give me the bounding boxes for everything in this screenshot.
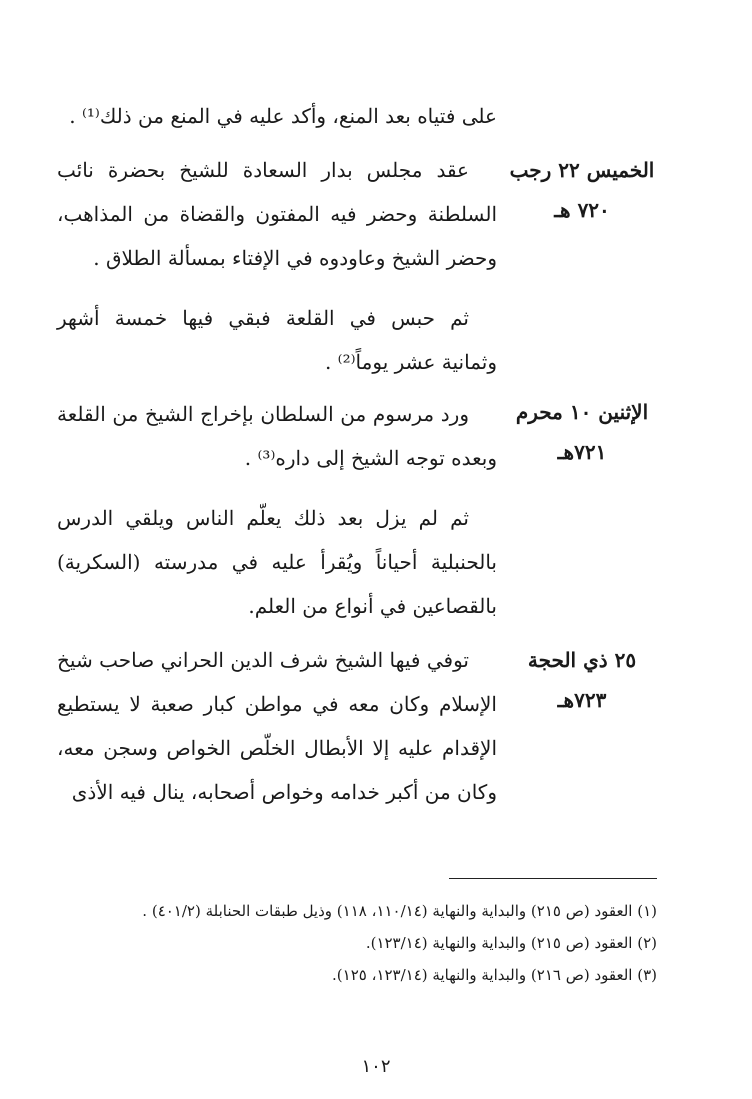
date-label-day: ٢٥ ذي الحجة — [527, 648, 637, 672]
footnote-item: (٢) العقود (ص ٢١٥) والبداية والنهاية (١٢٣/١٤). — [365, 934, 657, 952]
date-label-year: ٧٢٠ هـ — [554, 198, 610, 222]
date-label-day: الخميس ٢٢ رجب — [509, 158, 655, 182]
date-label-thursday-rajab — [507, 150, 657, 230]
paragraph-council-session: عقد مجلس بدار السعادة للشيخ بحضرة نائب السلطنة وحضر فيه المفتون والقضاة من المذاهب، وحضر الشيخ وعاودوه في الإفتاء بمسألة الطلاق . — [57, 158, 497, 270]
paragraph-continuation: على فتياه بعد المنع، وأكد عليه في المنع من ذلك⁽¹⁾ . — [69, 104, 497, 128]
footnotes-list — [57, 895, 657, 991]
page-number: ١٠٢ — [361, 1056, 391, 1077]
date-label-dhul-hijjah — [507, 640, 657, 720]
footnote-item: (٣) العقود (ص ٢١٦) والبداية والنهاية (١٢٣/١٤، ١٢٥). — [332, 966, 657, 984]
date-label-year: ٧٢١هـ — [557, 440, 607, 464]
date-label-day: الإثنين ١٠ محرم — [515, 400, 649, 424]
paragraph-sharaf-death: توفي فيها الشيخ شرف الدين الحراني صاحب شيخ الإسلام وكان معه في مواطن كبار صعبة لا يستطيع الإقدام عليه إلا الأبطال الخلّص الخواص وسجن معه، وكان من أكبر خدامه وخواص أصحابه، ينال فيه الأذى — [57, 648, 497, 804]
footnote-separator — [449, 878, 657, 879]
paragraph-teaching: ثم لم يزل بعد ذلك يعلّم الناس ويلقي الدرس بالحنبلية أحياناً ويُقرأ عليه في مدرسته (السكرية) بالقصاعين في أنواع من العلم. — [57, 506, 497, 618]
paragraph-imprisonment: ثم حبس في القلعة فبقي فيها خمسة أشهر وثمانية عشر يوماً⁽²⁾ . — [57, 306, 497, 374]
date-label-year: ٧٢٣هـ — [557, 688, 607, 712]
paragraph-release-decree: ورد مرسوم من السلطان بإخراج الشيخ من القلعة وبعده توجه الشيخ إلى داره⁽³⁾ . — [57, 402, 497, 470]
footnote-item: (١) العقود (ص ٢١٥) والبداية والنهاية (١١٠/١٤، ١١٨) وذيل طبقات الحنابلة (٤٠١/٢) . — [142, 902, 657, 920]
date-label-monday-muharram — [507, 392, 657, 472]
